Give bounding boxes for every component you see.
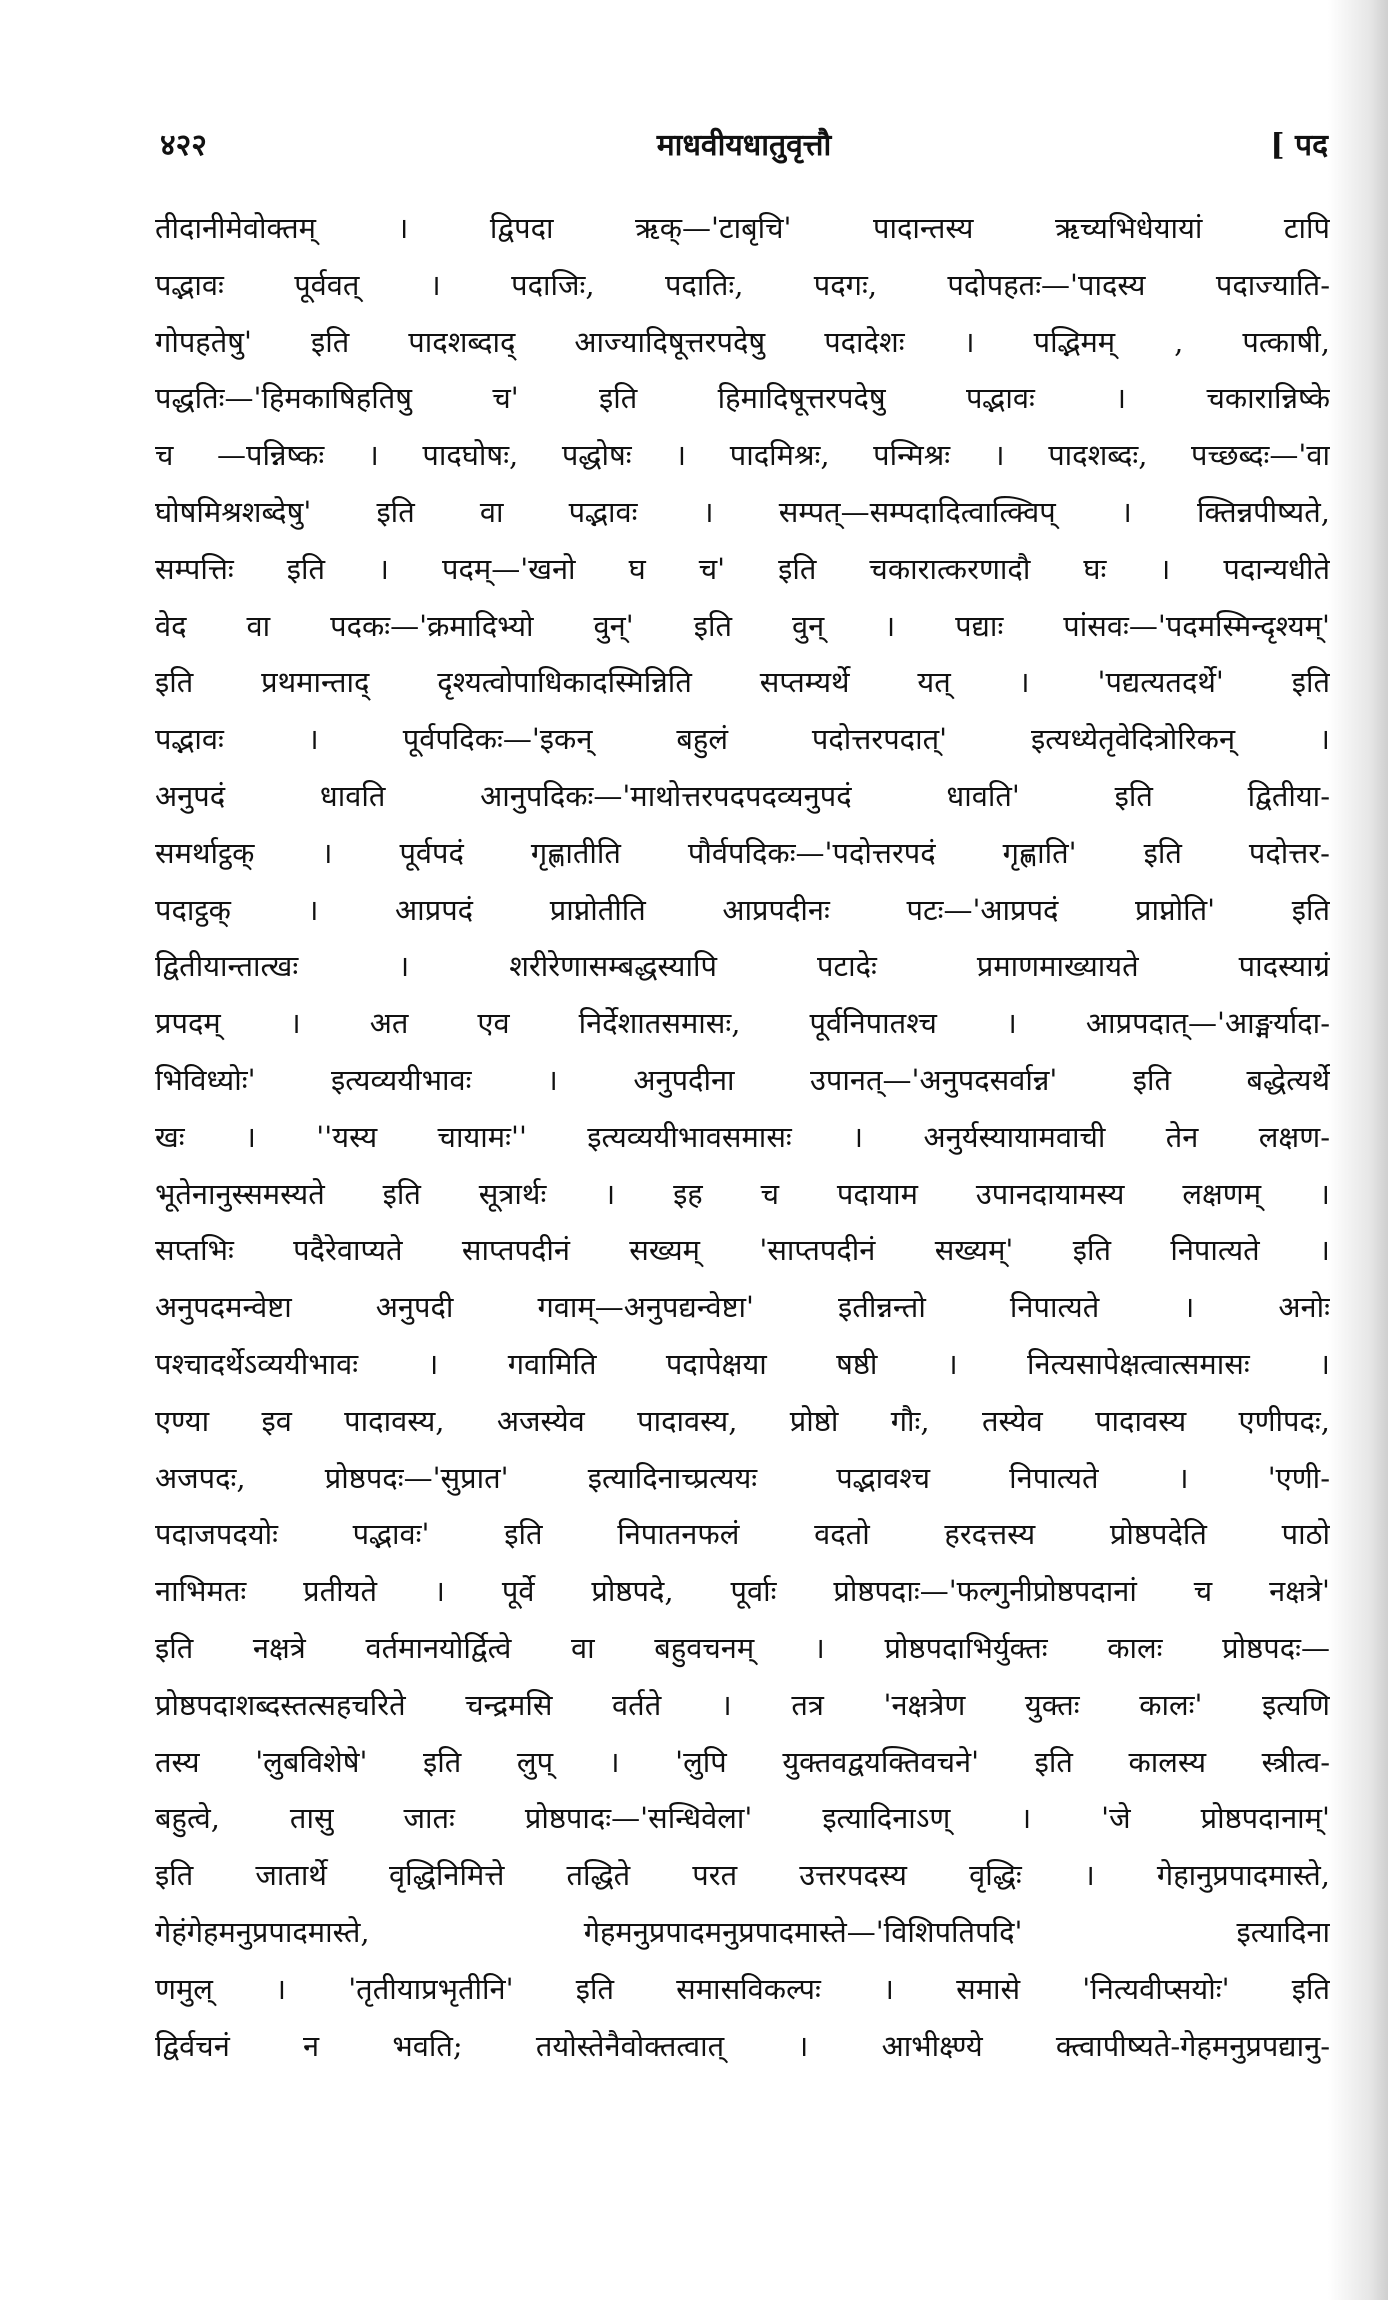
- text-line: पद्भावः पूर्ववत् । पदाजिः, पदातिः, पदगः, पदोपहतः—'पादस्य पदाज्याति-: [155, 267, 1330, 302]
- page-number: ४२२: [160, 127, 207, 163]
- text-line: इति नक्षत्रे वर्तमानयोर्द्वित्वे वा बहुवचनम् । प्रोष्ठपदाभिर्युक्तः कालः प्रोष्ठपदः—: [155, 1630, 1330, 1665]
- text-line: भिविध्योः' इत्यव्ययीभावः । अनुपदीना उपानत्—'अनुपदसर्वान्न' इति बद्धेत्यर्थे: [155, 1062, 1330, 1097]
- text-line: समर्थाट्ठक् । पूर्वपदं गृह्णातीति पौर्वपदिकः—'पदोत्तरपदं गृह्णाति' इति पदोत्तर-: [155, 835, 1330, 870]
- body-text: [155, 200, 1330, 2074]
- text-line: इति प्रथमान्ताद् दृश्यत्वोपाधिकादस्मिन्निति सप्तम्यर्थे यत् । 'पद्यत्यतदर्थे' इति: [155, 665, 1330, 700]
- text-line: वेद वा पदकः—'क्रमादिभ्यो वुन्' इति वुन् । पद्याः पांसवः—'पदमस्मिन्दृश्यम्': [155, 608, 1330, 643]
- text-line: तीदानीमेवोक्तम् । द्विपदा ऋक्—'टाबृचि' पादान्तस्य ऋच्यभिधेयायां टापि: [155, 211, 1330, 245]
- text-line: पश्चादर्थेऽव्ययीभावः । गवामिति पदापेक्षया षष्ठी । नित्यसापेक्षत्वात्समासः ।: [155, 1346, 1330, 1381]
- text-line: द्वितीयान्तात्खः । शरीरेणासम्बद्धस्यापि पटादेः प्रमाणमाख्यायते पादस्याग्रं: [155, 949, 1330, 984]
- text-line: णमुल् । 'तृतीयाप्रभृतीनि' इति समासविकल्पः । समासे 'नित्यवीप्सयोः' इति: [155, 1971, 1330, 2006]
- text-line: पद्भावः । पूर्वपदिकः—'इकन् बहुलं पदोत्तरपदात्' इत्यध्येतृवेदित्रोरिकन् ।: [155, 722, 1330, 757]
- text-line: प्रोष्ठपदाशब्दस्तत्सहचरिते चन्द्रमसि वर्तते । तत्र 'नक्षत्रेण युक्तः कालः' इत्यणि: [155, 1687, 1330, 1722]
- text-line: सप्तभिः पदैरेवाप्यते साप्तपदीनं सख्यम् 'साप्तपदीनं सख्यम्' इति निपात्यते ।: [155, 1233, 1330, 1268]
- text-line: गेहंगेहमनुप्रपादमास्ते, गेहमनुप्रपादमनुप्रपादमास्ते—'विशिपतिपदि' इत्यादिना: [155, 1914, 1330, 1949]
- text-line: एण्या इव पादावस्य, अजस्येव पादावस्य, प्रोष्ठो गौः, तस्येव पादावस्य एणीपदः,: [155, 1403, 1330, 1438]
- text-line: अनुपदमन्वेष्टा अनुपदी गवाम्—अनुपद्यन्वेष्टा' इतीन्नन्तो निपात्यते । अनोः: [155, 1290, 1330, 1325]
- text-line: सम्पत्तिः इति । पदम्—'खनो घ च' इति चकारात्करणादौ घः । पदान्यधीते: [155, 551, 1330, 586]
- text-line: प्रपदम् । अत एव निर्देशातसमासः, पूर्वनिपातश्च । आप्रपदात्—'आङ्मर्यादा-: [155, 1006, 1330, 1041]
- text-line: गोपहतेषु' इति पादशब्दाद् आज्यादिषूत्तरपदेषु पदादेशः । पद्भिमम् , पत्काषी,: [155, 324, 1330, 359]
- page-header: [160, 118, 1328, 168]
- text-line: पदाजपदयोः पद्भावः' इति निपातनफलं वदतो हरदत्तस्य प्रोष्ठपदेति पाठो: [155, 1517, 1330, 1552]
- section-marker: [ पद: [1270, 127, 1328, 163]
- page-edge-shadow: [1328, 0, 1388, 2300]
- text-line: अनुपदं धावति आनुपदिकः—'माथोत्तरपदपदव्यनुपदं धावति' इति द्वितीया-: [155, 778, 1330, 813]
- text-line: पद्धतिः—'हिमकाषिहतिषु च' इति हिमादिषूत्तरपदेषु पद्भावः । चकारान्निष्के: [155, 381, 1330, 416]
- text-line: बहुत्वे, तासु जातः प्रोष्ठपादः—'सन्धिवेला' इत्यादिनाऽण् । 'जे प्रोष्ठपदानाम्': [155, 1801, 1330, 1836]
- text-line: इति जातार्थे वृद्धिनिमित्ते तद्धिते परत उत्तरपदस्य वृद्धिः । गेहानुप्रपादमास्ते,: [155, 1858, 1330, 1893]
- text-line: च —पन्निष्कः । पादघोषः, पद्धोषः । पादमिश्रः, पन्मिश्रः । पादशब्दः, पच्छब्दः—'वा: [155, 438, 1330, 473]
- text-line: तस्य 'लुबविशेषे' इति लुप् । 'लुपि युक्तवद्वयक्तिवचने' इति कालस्य स्त्रीत्व-: [155, 1744, 1330, 1779]
- running-title: माधवीयधातुवृत्तौ: [656, 127, 832, 163]
- text-line: पदाट्ठक् । आप्रपदं प्राप्नोतीति आप्रपदीनः पटः—'आप्रपदं प्राप्नोति' इति: [155, 892, 1330, 927]
- text-line: नाभिमतः प्रतीयते । पूर्वे प्रोष्ठपदे, पूर्वाः प्रोष्ठपदाः—'फल्गुनीप्रोष्ठपदानां च नक्षत्रे': [155, 1574, 1330, 1609]
- text-line: घोषमिश्रशब्देषु' इति वा पद्भावः । सम्पत्—सम्पदादित्वात्क्विप् । क्तिन्नपीष्यते,: [155, 494, 1330, 529]
- text-line: अजपदः, प्रोष्ठपदः—'सुप्रात' इत्यादिनाच्प्रत्ययः पद्भावश्च निपात्यते । 'एणी-: [155, 1460, 1330, 1495]
- text-line: खः । ''यस्य चायामः'' इत्यव्ययीभावसमासः । अनुर्यस्यायामवाची तेन लक्षण-: [155, 1119, 1330, 1154]
- text-line: भूतेनानुस्समस्यते इति सूत्रार्थः । इह च पदायाम उपानदायामस्य लक्षणम् ।: [155, 1176, 1330, 1211]
- text-line: द्विर्वचनं न भवति; तयोस्तेनैवोक्तत्वात् । आभीक्ष्ण्ये क्त्वापीष्यते-गेहमनुप्रपद्यानु-: [155, 2028, 1330, 2063]
